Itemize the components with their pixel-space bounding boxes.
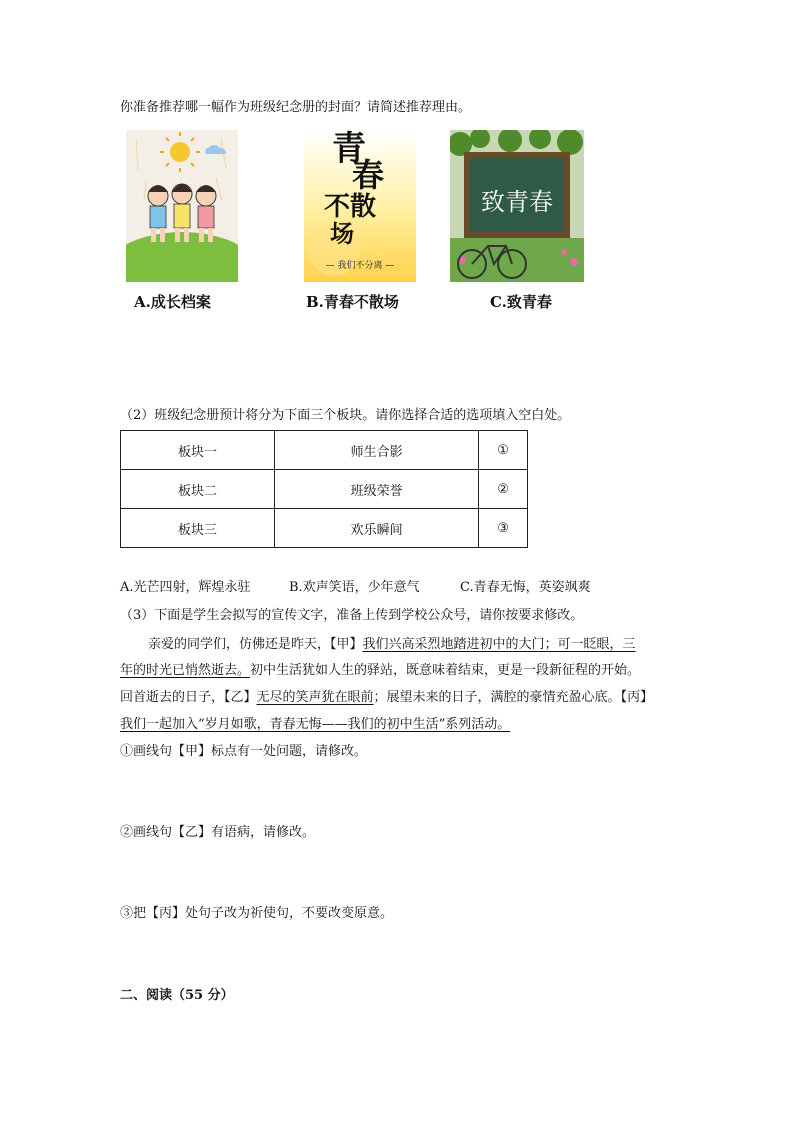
q2-prompt: （2）班级纪念册预计将分为下面三个板块。请你选择合适的选项填入空白处。 xyxy=(120,408,571,423)
sections-table xyxy=(120,430,528,548)
kids-illustration-icon xyxy=(126,130,238,282)
passage-text: 初中生活犹如人生的驿站，既意味着结束，更是一段新征程的开始。 xyxy=(250,663,641,678)
table-cell-blank: ③ xyxy=(479,509,528,548)
marker-jia: 【甲】 xyxy=(330,637,363,652)
passage-text: 亲爱的同学们，仿佛还是昨天， xyxy=(148,637,331,652)
passage-line-3 xyxy=(120,686,653,705)
marker-bing: 【丙】 xyxy=(620,690,654,705)
underlined-sentence-jia: 我们兴高采烈地踏进初中的大门；可一眨眼，三 xyxy=(362,637,636,652)
art-char-1: 青 xyxy=(332,130,366,169)
table-row xyxy=(121,509,528,548)
option-b: B.欢声笑语，少年意气 xyxy=(289,580,420,595)
cover-image-c xyxy=(450,130,584,282)
table-cell: 板块二 xyxy=(121,470,275,509)
passage-text: ；展望未来的日子，满腔的豪情充盈心底。 xyxy=(373,690,621,705)
option-a: A.光芒四射，辉煌永驻 xyxy=(120,580,251,595)
art-char-3: 不散 xyxy=(324,192,377,222)
passage-line-2 xyxy=(120,659,640,678)
chalkboard-text: 致青春 xyxy=(481,188,553,216)
caption-a: A.成长档案 xyxy=(134,293,211,311)
table-cell: 板块三 xyxy=(121,509,275,548)
passage-line-4 xyxy=(120,713,510,732)
caption-c: C.致青春 xyxy=(490,293,552,311)
passage-text: 回首逝去的日子， xyxy=(120,690,225,705)
cover-image-a xyxy=(126,130,238,282)
table-cell: 板块一 xyxy=(121,431,275,470)
sub-question-1: ①画线句【甲】标点有一处问题，请修改。 xyxy=(120,744,368,759)
table-row xyxy=(121,470,528,509)
q1-prompt: 你准备推荐哪一幅作为班级纪念册的封面？请简述推荐理由。 xyxy=(120,100,472,115)
passage-line-1 xyxy=(148,633,636,652)
cover-b-footer: — 我们不分离 — xyxy=(325,261,395,271)
table-cell: 班级荣誉 xyxy=(275,470,479,509)
underlined-sentence-bing: 我们一起加入“岁月如歌，青春无悔——我们的初中生活”系列活动。 xyxy=(120,717,511,732)
q3-prompt: （3）下面是学生会拟写的宣传文字，准备上传到学校公众号，请你按要求修改。 xyxy=(120,608,584,623)
cover-image-b xyxy=(304,130,416,282)
table-row xyxy=(121,431,528,470)
sub-question-2: ②画线句【乙】有语病，请修改。 xyxy=(120,825,316,840)
caption-b: B.青春不散场 xyxy=(306,293,399,311)
option-c: C.青春无悔，英姿飒爽 xyxy=(460,580,591,595)
marker-yi: 【乙】 xyxy=(224,690,257,705)
table-cell: 师生合影 xyxy=(275,431,479,470)
table-cell-blank: ① xyxy=(479,431,528,470)
art-char-2: 春 xyxy=(352,156,385,194)
underlined-sentence-jia-cont: 年的时光已悄然逝去。 xyxy=(120,663,251,678)
section-heading: 二、阅读（55 分） xyxy=(120,988,234,1003)
art-char-4: 场 xyxy=(330,219,354,248)
underlined-sentence-yi: 无尽的笑声犹在眼前 xyxy=(256,690,374,705)
table-cell: 欢乐瞬间 xyxy=(275,509,479,548)
sub-question-3: ③把【丙】处句子改为祈使句，不要改变原意。 xyxy=(120,906,394,921)
table-cell-blank: ② xyxy=(479,470,528,509)
